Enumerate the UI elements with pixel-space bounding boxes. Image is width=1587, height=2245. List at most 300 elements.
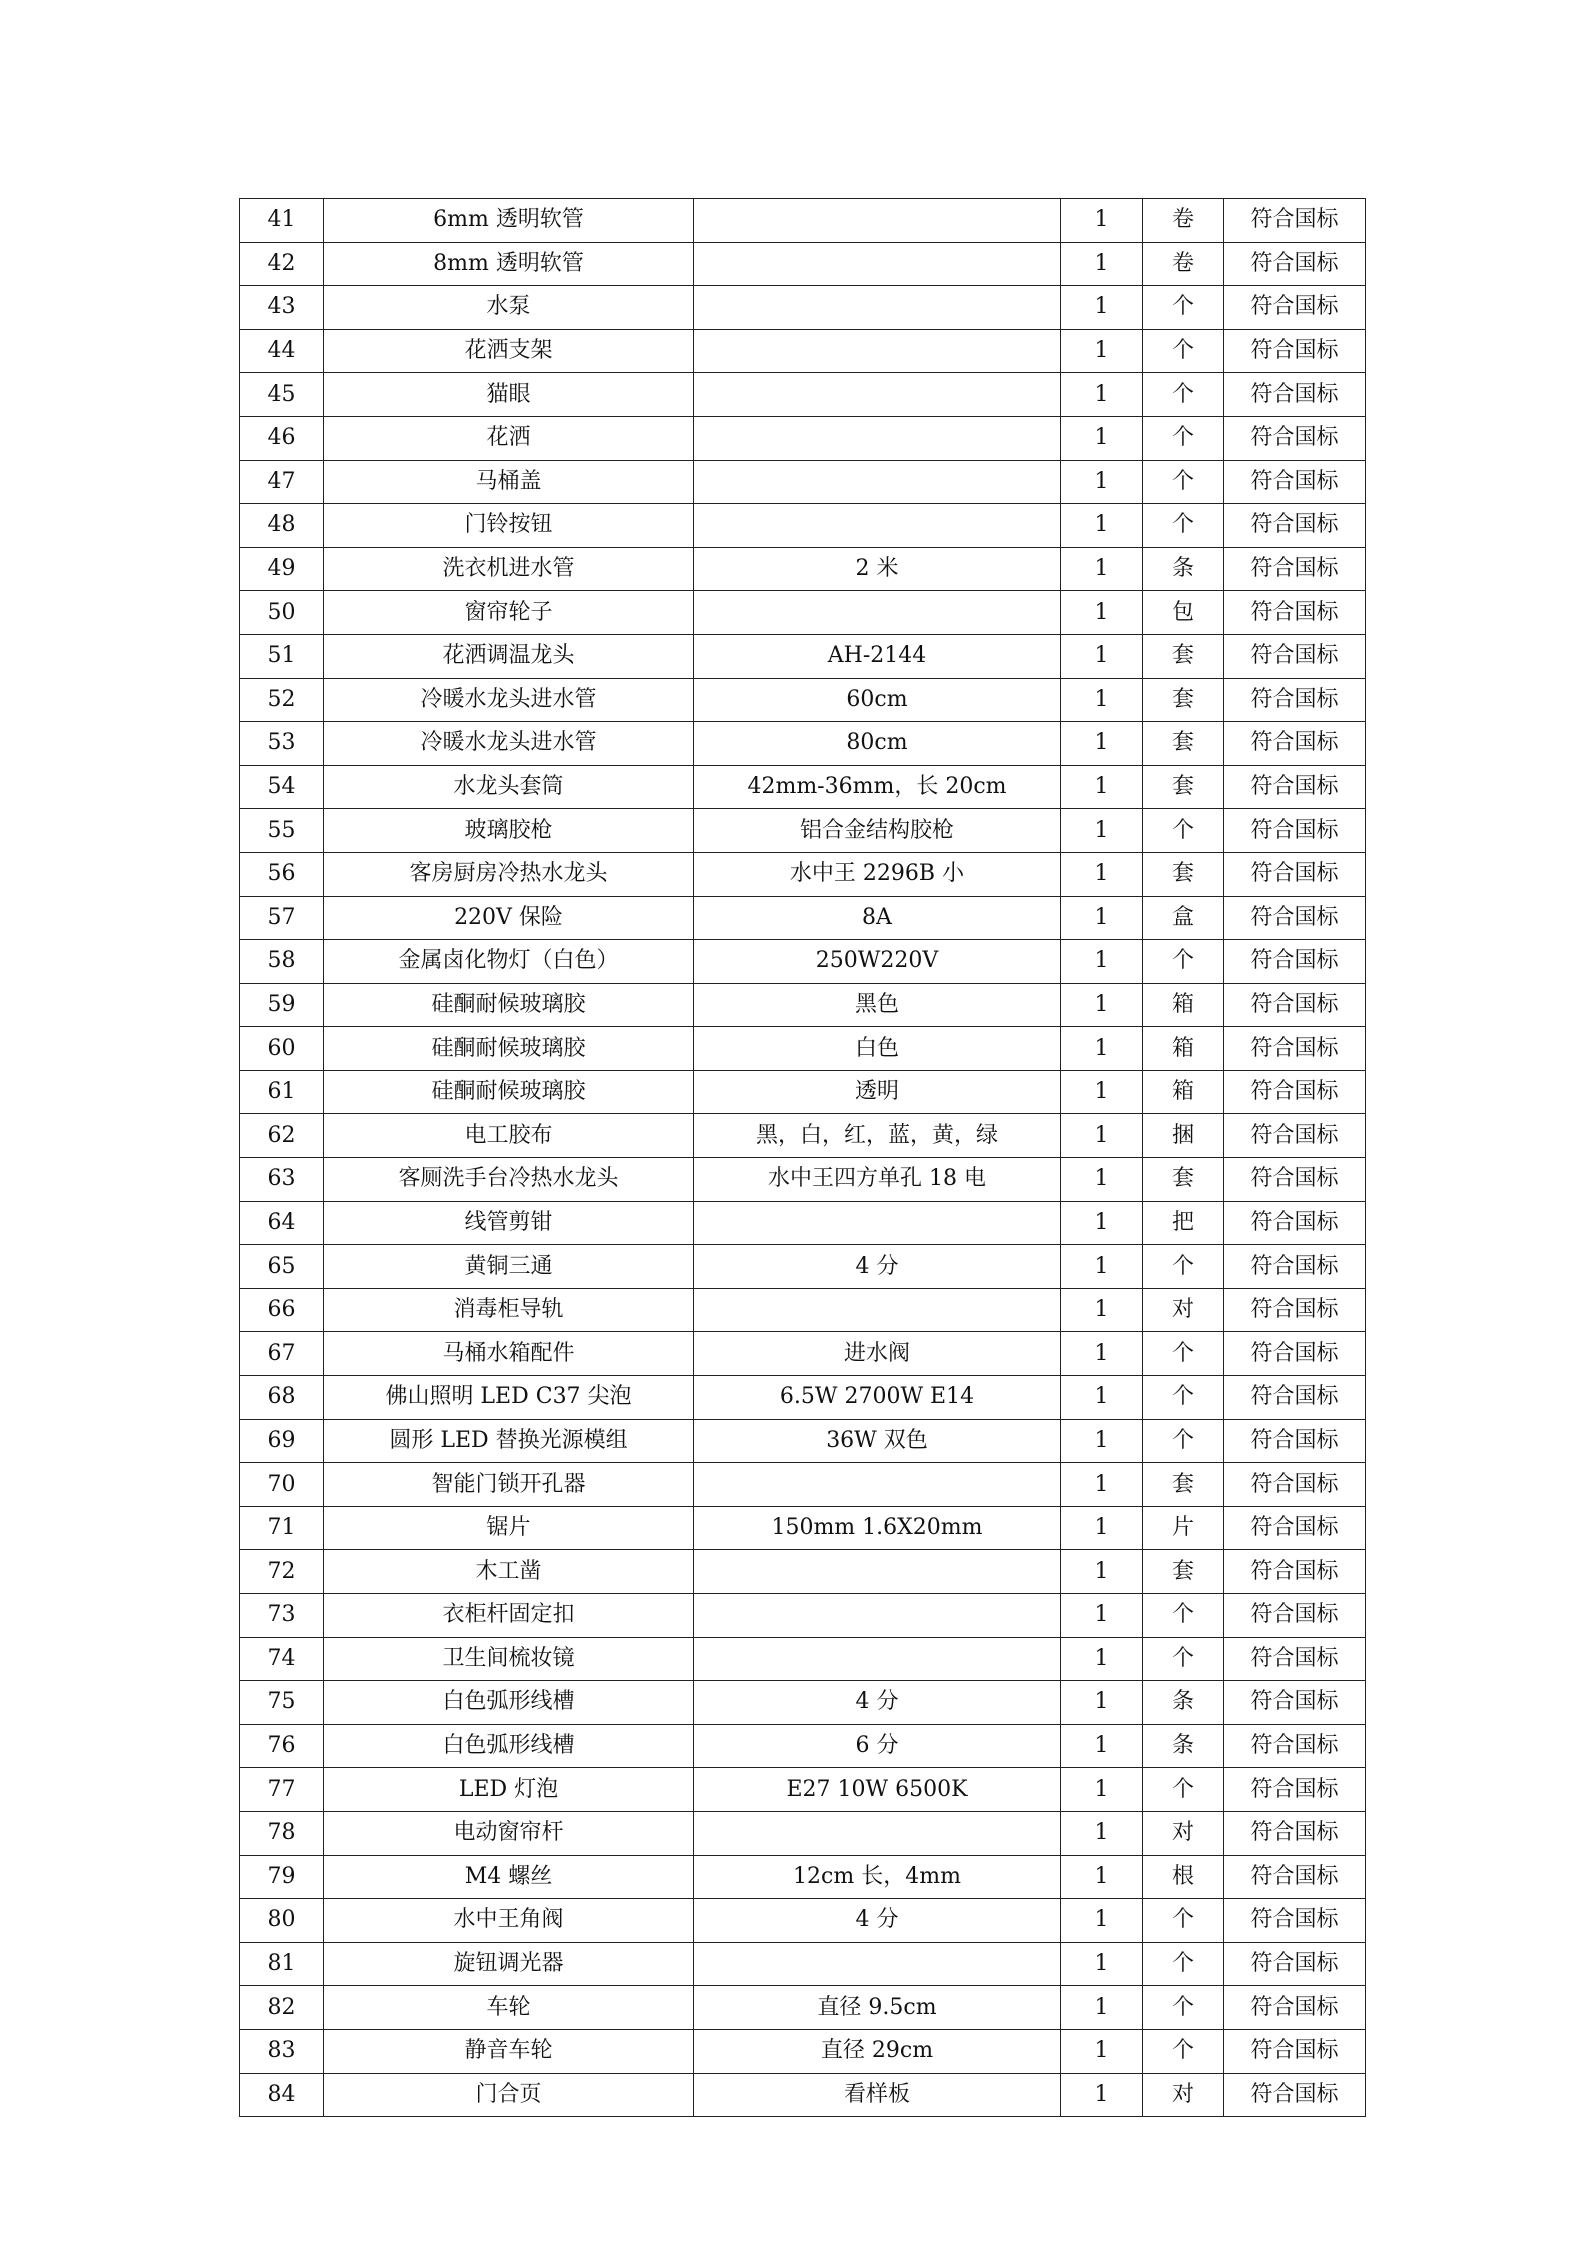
standard-cell: 符合国标 <box>1224 504 1366 548</box>
table-row <box>240 504 1366 548</box>
materials-table-body <box>240 199 1366 2117</box>
standard-cell: 符合国标 <box>1224 460 1366 504</box>
item-name-cell: 客厕洗手台冷热水龙头 <box>324 1158 694 1202</box>
quantity-cell: 1 <box>1061 983 1143 1027</box>
standard-cell: 符合国标 <box>1224 1288 1366 1332</box>
table-row <box>240 678 1366 722</box>
row-number-cell: 57 <box>240 896 324 940</box>
row-number-cell: 48 <box>240 504 324 548</box>
item-spec-cell <box>694 373 1061 417</box>
item-spec-cell <box>694 1550 1061 1594</box>
item-name-cell: 6mm 透明软管 <box>324 199 694 243</box>
item-spec-cell <box>694 504 1061 548</box>
item-name-cell: 圆形 LED 替换光源模组 <box>324 1419 694 1463</box>
unit-cell: 条 <box>1143 547 1224 591</box>
unit-cell: 条 <box>1143 1681 1224 1725</box>
unit-cell: 个 <box>1143 809 1224 853</box>
row-number-cell: 61 <box>240 1070 324 1114</box>
unit-cell: 对 <box>1143 1811 1224 1855</box>
item-spec-cell: 6 分 <box>694 1724 1061 1768</box>
item-name-cell: 花洒 <box>324 416 694 460</box>
item-spec-cell <box>694 1637 1061 1681</box>
quantity-cell: 1 <box>1061 460 1143 504</box>
quantity-cell: 1 <box>1061 1070 1143 1114</box>
row-number-cell: 66 <box>240 1288 324 1332</box>
item-name-cell: 旋钮调光器 <box>324 1942 694 1986</box>
item-spec-cell <box>694 286 1061 330</box>
quantity-cell: 1 <box>1061 1245 1143 1289</box>
item-name-cell: 客房厨房冷热水龙头 <box>324 852 694 896</box>
quantity-cell: 1 <box>1061 940 1143 984</box>
item-name-cell: 220V 保险 <box>324 896 694 940</box>
row-number-cell: 47 <box>240 460 324 504</box>
item-spec-cell: 直径 9.5cm <box>694 1986 1061 2030</box>
item-spec-cell: 黑，白，红，蓝，黄，绿 <box>694 1114 1061 1158</box>
row-number-cell: 52 <box>240 678 324 722</box>
table-row <box>240 286 1366 330</box>
quantity-cell: 1 <box>1061 852 1143 896</box>
standard-cell: 符合国标 <box>1224 286 1366 330</box>
table-row <box>240 1332 1366 1376</box>
table-row <box>240 1288 1366 1332</box>
item-spec-cell: 看样板 <box>694 2073 1061 2117</box>
row-number-cell: 44 <box>240 329 324 373</box>
unit-cell: 套 <box>1143 852 1224 896</box>
row-number-cell: 62 <box>240 1114 324 1158</box>
item-spec-cell: 透明 <box>694 1070 1061 1114</box>
standard-cell: 符合国标 <box>1224 1376 1366 1420</box>
item-name-cell: 白色弧形线槽 <box>324 1724 694 1768</box>
item-name-cell: 车轮 <box>324 1986 694 2030</box>
item-spec-cell: 6.5W 2700W E14 <box>694 1376 1061 1420</box>
row-number-cell: 81 <box>240 1942 324 1986</box>
item-spec-cell: 42mm-36mm，长 20cm <box>694 765 1061 809</box>
row-number-cell: 73 <box>240 1594 324 1638</box>
item-name-cell: 花洒支架 <box>324 329 694 373</box>
table-row <box>240 1986 1366 2030</box>
quantity-cell: 1 <box>1061 1376 1143 1420</box>
standard-cell: 符合国标 <box>1224 1463 1366 1507</box>
unit-cell: 捆 <box>1143 1114 1224 1158</box>
unit-cell: 个 <box>1143 2029 1224 2073</box>
standard-cell: 符合国标 <box>1224 1724 1366 1768</box>
standard-cell: 符合国标 <box>1224 1550 1366 1594</box>
standard-cell: 符合国标 <box>1224 1942 1366 1986</box>
row-number-cell: 82 <box>240 1986 324 2030</box>
item-name-cell: 玻璃胶枪 <box>324 809 694 853</box>
unit-cell: 个 <box>1143 1942 1224 1986</box>
item-name-cell: 水泵 <box>324 286 694 330</box>
quantity-cell: 1 <box>1061 416 1143 460</box>
standard-cell: 符合国标 <box>1224 547 1366 591</box>
quantity-cell: 1 <box>1061 1332 1143 1376</box>
row-number-cell: 46 <box>240 416 324 460</box>
quantity-cell: 1 <box>1061 1855 1143 1899</box>
quantity-cell: 1 <box>1061 1550 1143 1594</box>
standard-cell: 符合国标 <box>1224 1811 1366 1855</box>
row-number-cell: 58 <box>240 940 324 984</box>
unit-cell: 个 <box>1143 1899 1224 1943</box>
unit-cell: 个 <box>1143 329 1224 373</box>
quantity-cell: 1 <box>1061 199 1143 243</box>
item-spec-cell: 4 分 <box>694 1681 1061 1725</box>
standard-cell: 符合国标 <box>1224 329 1366 373</box>
standard-cell: 符合国标 <box>1224 1637 1366 1681</box>
unit-cell: 盒 <box>1143 896 1224 940</box>
item-name-cell: 水龙头套筒 <box>324 765 694 809</box>
unit-cell: 卷 <box>1143 199 1224 243</box>
row-number-cell: 49 <box>240 547 324 591</box>
table-row <box>240 242 1366 286</box>
standard-cell: 符合国标 <box>1224 1419 1366 1463</box>
unit-cell: 个 <box>1143 1986 1224 2030</box>
row-number-cell: 41 <box>240 199 324 243</box>
row-number-cell: 68 <box>240 1376 324 1420</box>
item-name-cell: 冷暖水龙头进水管 <box>324 678 694 722</box>
table-row <box>240 591 1366 635</box>
standard-cell: 符合国标 <box>1224 678 1366 722</box>
item-name-cell: 衣柜杆固定扣 <box>324 1594 694 1638</box>
unit-cell: 个 <box>1143 1637 1224 1681</box>
table-row <box>240 2029 1366 2073</box>
row-number-cell: 79 <box>240 1855 324 1899</box>
item-name-cell: 线管剪钳 <box>324 1201 694 1245</box>
item-spec-cell <box>694 1942 1061 1986</box>
item-spec-cell: 4 分 <box>694 1245 1061 1289</box>
item-name-cell: 静音车轮 <box>324 2029 694 2073</box>
table-row <box>240 809 1366 853</box>
quantity-cell: 1 <box>1061 591 1143 635</box>
quantity-cell: 1 <box>1061 504 1143 548</box>
quantity-cell: 1 <box>1061 1201 1143 1245</box>
table-row <box>240 1550 1366 1594</box>
table-row <box>240 634 1366 678</box>
quantity-cell: 1 <box>1061 1637 1143 1681</box>
item-name-cell: 黄铜三通 <box>324 1245 694 1289</box>
standard-cell: 符合国标 <box>1224 983 1366 1027</box>
table-row <box>240 1201 1366 1245</box>
row-number-cell: 56 <box>240 852 324 896</box>
unit-cell: 套 <box>1143 1463 1224 1507</box>
standard-cell: 符合国标 <box>1224 1506 1366 1550</box>
row-number-cell: 51 <box>240 634 324 678</box>
item-spec-cell <box>694 1288 1061 1332</box>
quantity-cell: 1 <box>1061 2029 1143 2073</box>
unit-cell: 套 <box>1143 1158 1224 1202</box>
standard-cell: 符合国标 <box>1224 722 1366 766</box>
item-spec-cell: 12cm 长，4mm <box>694 1855 1061 1899</box>
standard-cell: 符合国标 <box>1224 1986 1366 2030</box>
table-row <box>240 1768 1366 1812</box>
item-name-cell: 智能门锁开孔器 <box>324 1463 694 1507</box>
item-spec-cell: 80cm <box>694 722 1061 766</box>
standard-cell: 符合国标 <box>1224 852 1366 896</box>
quantity-cell: 1 <box>1061 1158 1143 1202</box>
materials-table <box>239 198 1366 2117</box>
item-spec-cell: 8A <box>694 896 1061 940</box>
table-row <box>240 852 1366 896</box>
quantity-cell: 1 <box>1061 634 1143 678</box>
table-row <box>240 1245 1366 1289</box>
unit-cell: 个 <box>1143 940 1224 984</box>
item-spec-cell <box>694 460 1061 504</box>
standard-cell: 符合国标 <box>1224 634 1366 678</box>
table-row <box>240 1811 1366 1855</box>
quantity-cell: 1 <box>1061 1942 1143 1986</box>
quantity-cell: 1 <box>1061 678 1143 722</box>
item-name-cell: 马桶水箱配件 <box>324 1332 694 1376</box>
quantity-cell: 1 <box>1061 1811 1143 1855</box>
item-name-cell: 马桶盖 <box>324 460 694 504</box>
table-row <box>240 547 1366 591</box>
table-row <box>240 1463 1366 1507</box>
standard-cell: 符合国标 <box>1224 1681 1366 1725</box>
row-number-cell: 74 <box>240 1637 324 1681</box>
item-spec-cell <box>694 1463 1061 1507</box>
unit-cell: 个 <box>1143 416 1224 460</box>
item-spec-cell: 36W 双色 <box>694 1419 1061 1463</box>
standard-cell: 符合国标 <box>1224 1855 1366 1899</box>
item-name-cell: 硅酮耐候玻璃胶 <box>324 1027 694 1071</box>
item-spec-cell <box>694 329 1061 373</box>
table-row <box>240 896 1366 940</box>
unit-cell: 把 <box>1143 1201 1224 1245</box>
quantity-cell: 1 <box>1061 722 1143 766</box>
unit-cell: 个 <box>1143 1594 1224 1638</box>
row-number-cell: 67 <box>240 1332 324 1376</box>
standard-cell: 符合国标 <box>1224 1070 1366 1114</box>
unit-cell: 对 <box>1143 1288 1224 1332</box>
row-number-cell: 55 <box>240 809 324 853</box>
row-number-cell: 78 <box>240 1811 324 1855</box>
item-spec-cell: 直径 29cm <box>694 2029 1061 2073</box>
standard-cell: 符合国标 <box>1224 373 1366 417</box>
row-number-cell: 50 <box>240 591 324 635</box>
row-number-cell: 54 <box>240 765 324 809</box>
unit-cell: 个 <box>1143 1419 1224 1463</box>
row-number-cell: 70 <box>240 1463 324 1507</box>
standard-cell: 符合国标 <box>1224 1158 1366 1202</box>
standard-cell: 符合国标 <box>1224 1027 1366 1071</box>
unit-cell: 个 <box>1143 286 1224 330</box>
item-spec-cell <box>694 242 1061 286</box>
item-name-cell: 卫生间梳妆镜 <box>324 1637 694 1681</box>
quantity-cell: 1 <box>1061 1768 1143 1812</box>
row-number-cell: 59 <box>240 983 324 1027</box>
standard-cell: 符合国标 <box>1224 1114 1366 1158</box>
item-spec-cell: 黑色 <box>694 983 1061 1027</box>
item-name-cell: 硅酮耐候玻璃胶 <box>324 983 694 1027</box>
unit-cell: 个 <box>1143 1376 1224 1420</box>
quantity-cell: 1 <box>1061 1724 1143 1768</box>
table-row <box>240 1506 1366 1550</box>
quantity-cell: 1 <box>1061 1681 1143 1725</box>
item-name-cell: 门合页 <box>324 2073 694 2117</box>
item-name-cell: 消毒柜导轨 <box>324 1288 694 1332</box>
item-name-cell: 白色弧形线槽 <box>324 1681 694 1725</box>
quantity-cell: 1 <box>1061 547 1143 591</box>
item-name-cell: 8mm 透明软管 <box>324 242 694 286</box>
standard-cell: 符合国标 <box>1224 1201 1366 1245</box>
table-row <box>240 1637 1366 1681</box>
quantity-cell: 1 <box>1061 765 1143 809</box>
quantity-cell: 1 <box>1061 1899 1143 1943</box>
standard-cell: 符合国标 <box>1224 1332 1366 1376</box>
unit-cell: 个 <box>1143 1768 1224 1812</box>
unit-cell: 套 <box>1143 678 1224 722</box>
standard-cell: 符合国标 <box>1224 242 1366 286</box>
unit-cell: 片 <box>1143 1506 1224 1550</box>
quantity-cell: 1 <box>1061 809 1143 853</box>
item-name-cell: 窗帘轮子 <box>324 591 694 635</box>
table-row <box>240 1855 1366 1899</box>
row-number-cell: 43 <box>240 286 324 330</box>
unit-cell: 个 <box>1143 460 1224 504</box>
item-name-cell: 花洒调温龙头 <box>324 634 694 678</box>
standard-cell: 符合国标 <box>1224 1594 1366 1638</box>
quantity-cell: 1 <box>1061 329 1143 373</box>
quantity-cell: 1 <box>1061 373 1143 417</box>
item-spec-cell <box>694 1811 1061 1855</box>
row-number-cell: 63 <box>240 1158 324 1202</box>
table-row <box>240 373 1366 417</box>
row-number-cell: 77 <box>240 1768 324 1812</box>
table-row <box>240 416 1366 460</box>
standard-cell: 符合国标 <box>1224 809 1366 853</box>
item-spec-cell: 水中王 2296B 小 <box>694 852 1061 896</box>
item-name-cell: 电动窗帘杆 <box>324 1811 694 1855</box>
item-spec-cell <box>694 199 1061 243</box>
item-name-cell: 冷暖水龙头进水管 <box>324 722 694 766</box>
item-spec-cell: 250W220V <box>694 940 1061 984</box>
quantity-cell: 1 <box>1061 242 1143 286</box>
row-number-cell: 75 <box>240 1681 324 1725</box>
row-number-cell: 53 <box>240 722 324 766</box>
standard-cell: 符合国标 <box>1224 765 1366 809</box>
unit-cell: 个 <box>1143 373 1224 417</box>
table-row <box>240 329 1366 373</box>
table-row <box>240 1027 1366 1071</box>
table-row <box>240 1158 1366 1202</box>
quantity-cell: 1 <box>1061 1594 1143 1638</box>
quantity-cell: 1 <box>1061 2073 1143 2117</box>
item-spec-cell <box>694 591 1061 635</box>
table-row <box>240 1724 1366 1768</box>
item-name-cell: 锯片 <box>324 1506 694 1550</box>
row-number-cell: 42 <box>240 242 324 286</box>
item-spec-cell: 4 分 <box>694 1899 1061 1943</box>
item-name-cell: 佛山照明 LED C37 尖泡 <box>324 1376 694 1420</box>
standard-cell: 符合国标 <box>1224 416 1366 460</box>
unit-cell: 箱 <box>1143 1027 1224 1071</box>
table-row <box>240 1114 1366 1158</box>
table-row <box>240 199 1366 243</box>
unit-cell: 根 <box>1143 1855 1224 1899</box>
unit-cell: 套 <box>1143 1550 1224 1594</box>
unit-cell: 套 <box>1143 634 1224 678</box>
item-name-cell: 猫眼 <box>324 373 694 417</box>
item-spec-cell <box>694 1594 1061 1638</box>
unit-cell: 套 <box>1143 722 1224 766</box>
standard-cell: 符合国标 <box>1224 2029 1366 2073</box>
standard-cell: 符合国标 <box>1224 2073 1366 2117</box>
item-name-cell: 门铃按钮 <box>324 504 694 548</box>
table-row <box>240 722 1366 766</box>
item-name-cell: 电工胶布 <box>324 1114 694 1158</box>
unit-cell: 个 <box>1143 1245 1224 1289</box>
table-row <box>240 1376 1366 1420</box>
unit-cell: 个 <box>1143 1332 1224 1376</box>
unit-cell: 箱 <box>1143 1070 1224 1114</box>
table-row <box>240 1070 1366 1114</box>
unit-cell: 对 <box>1143 2073 1224 2117</box>
item-spec-cell: AH-2144 <box>694 634 1061 678</box>
table-row <box>240 1681 1366 1725</box>
unit-cell: 卷 <box>1143 242 1224 286</box>
item-spec-cell: 水中王四方单孔 18 电 <box>694 1158 1061 1202</box>
table-row <box>240 983 1366 1027</box>
row-number-cell: 45 <box>240 373 324 417</box>
table-row <box>240 460 1366 504</box>
quantity-cell: 1 <box>1061 896 1143 940</box>
row-number-cell: 76 <box>240 1724 324 1768</box>
quantity-cell: 1 <box>1061 1027 1143 1071</box>
table-row <box>240 1899 1366 1943</box>
row-number-cell: 71 <box>240 1506 324 1550</box>
row-number-cell: 80 <box>240 1899 324 1943</box>
item-spec-cell: 进水阀 <box>694 1332 1061 1376</box>
row-number-cell: 72 <box>240 1550 324 1594</box>
item-spec-cell: 150mm 1.6X20mm <box>694 1506 1061 1550</box>
standard-cell: 符合国标 <box>1224 199 1366 243</box>
item-spec-cell: 白色 <box>694 1027 1061 1071</box>
table-row <box>240 1419 1366 1463</box>
unit-cell: 包 <box>1143 591 1224 635</box>
table-row <box>240 765 1366 809</box>
row-number-cell: 69 <box>240 1419 324 1463</box>
quantity-cell: 1 <box>1061 1419 1143 1463</box>
quantity-cell: 1 <box>1061 1506 1143 1550</box>
standard-cell: 符合国标 <box>1224 1245 1366 1289</box>
quantity-cell: 1 <box>1061 1288 1143 1332</box>
unit-cell: 套 <box>1143 765 1224 809</box>
standard-cell: 符合国标 <box>1224 591 1366 635</box>
row-number-cell: 64 <box>240 1201 324 1245</box>
item-spec-cell: 2 米 <box>694 547 1061 591</box>
table-row <box>240 2073 1366 2117</box>
standard-cell: 符合国标 <box>1224 940 1366 984</box>
unit-cell: 个 <box>1143 504 1224 548</box>
row-number-cell: 65 <box>240 1245 324 1289</box>
row-number-cell: 84 <box>240 2073 324 2117</box>
item-spec-cell <box>694 1201 1061 1245</box>
table-row <box>240 940 1366 984</box>
unit-cell: 箱 <box>1143 983 1224 1027</box>
item-spec-cell <box>694 416 1061 460</box>
item-name-cell: 水中王角阀 <box>324 1899 694 1943</box>
standard-cell: 符合国标 <box>1224 1899 1366 1943</box>
unit-cell: 条 <box>1143 1724 1224 1768</box>
table-row <box>240 1594 1366 1638</box>
row-number-cell: 83 <box>240 2029 324 2073</box>
item-name-cell: 木工凿 <box>324 1550 694 1594</box>
item-spec-cell: E27 10W 6500K <box>694 1768 1061 1812</box>
item-name-cell: 洗衣机进水管 <box>324 547 694 591</box>
standard-cell: 符合国标 <box>1224 1768 1366 1812</box>
row-number-cell: 60 <box>240 1027 324 1071</box>
quantity-cell: 1 <box>1061 1986 1143 2030</box>
quantity-cell: 1 <box>1061 286 1143 330</box>
